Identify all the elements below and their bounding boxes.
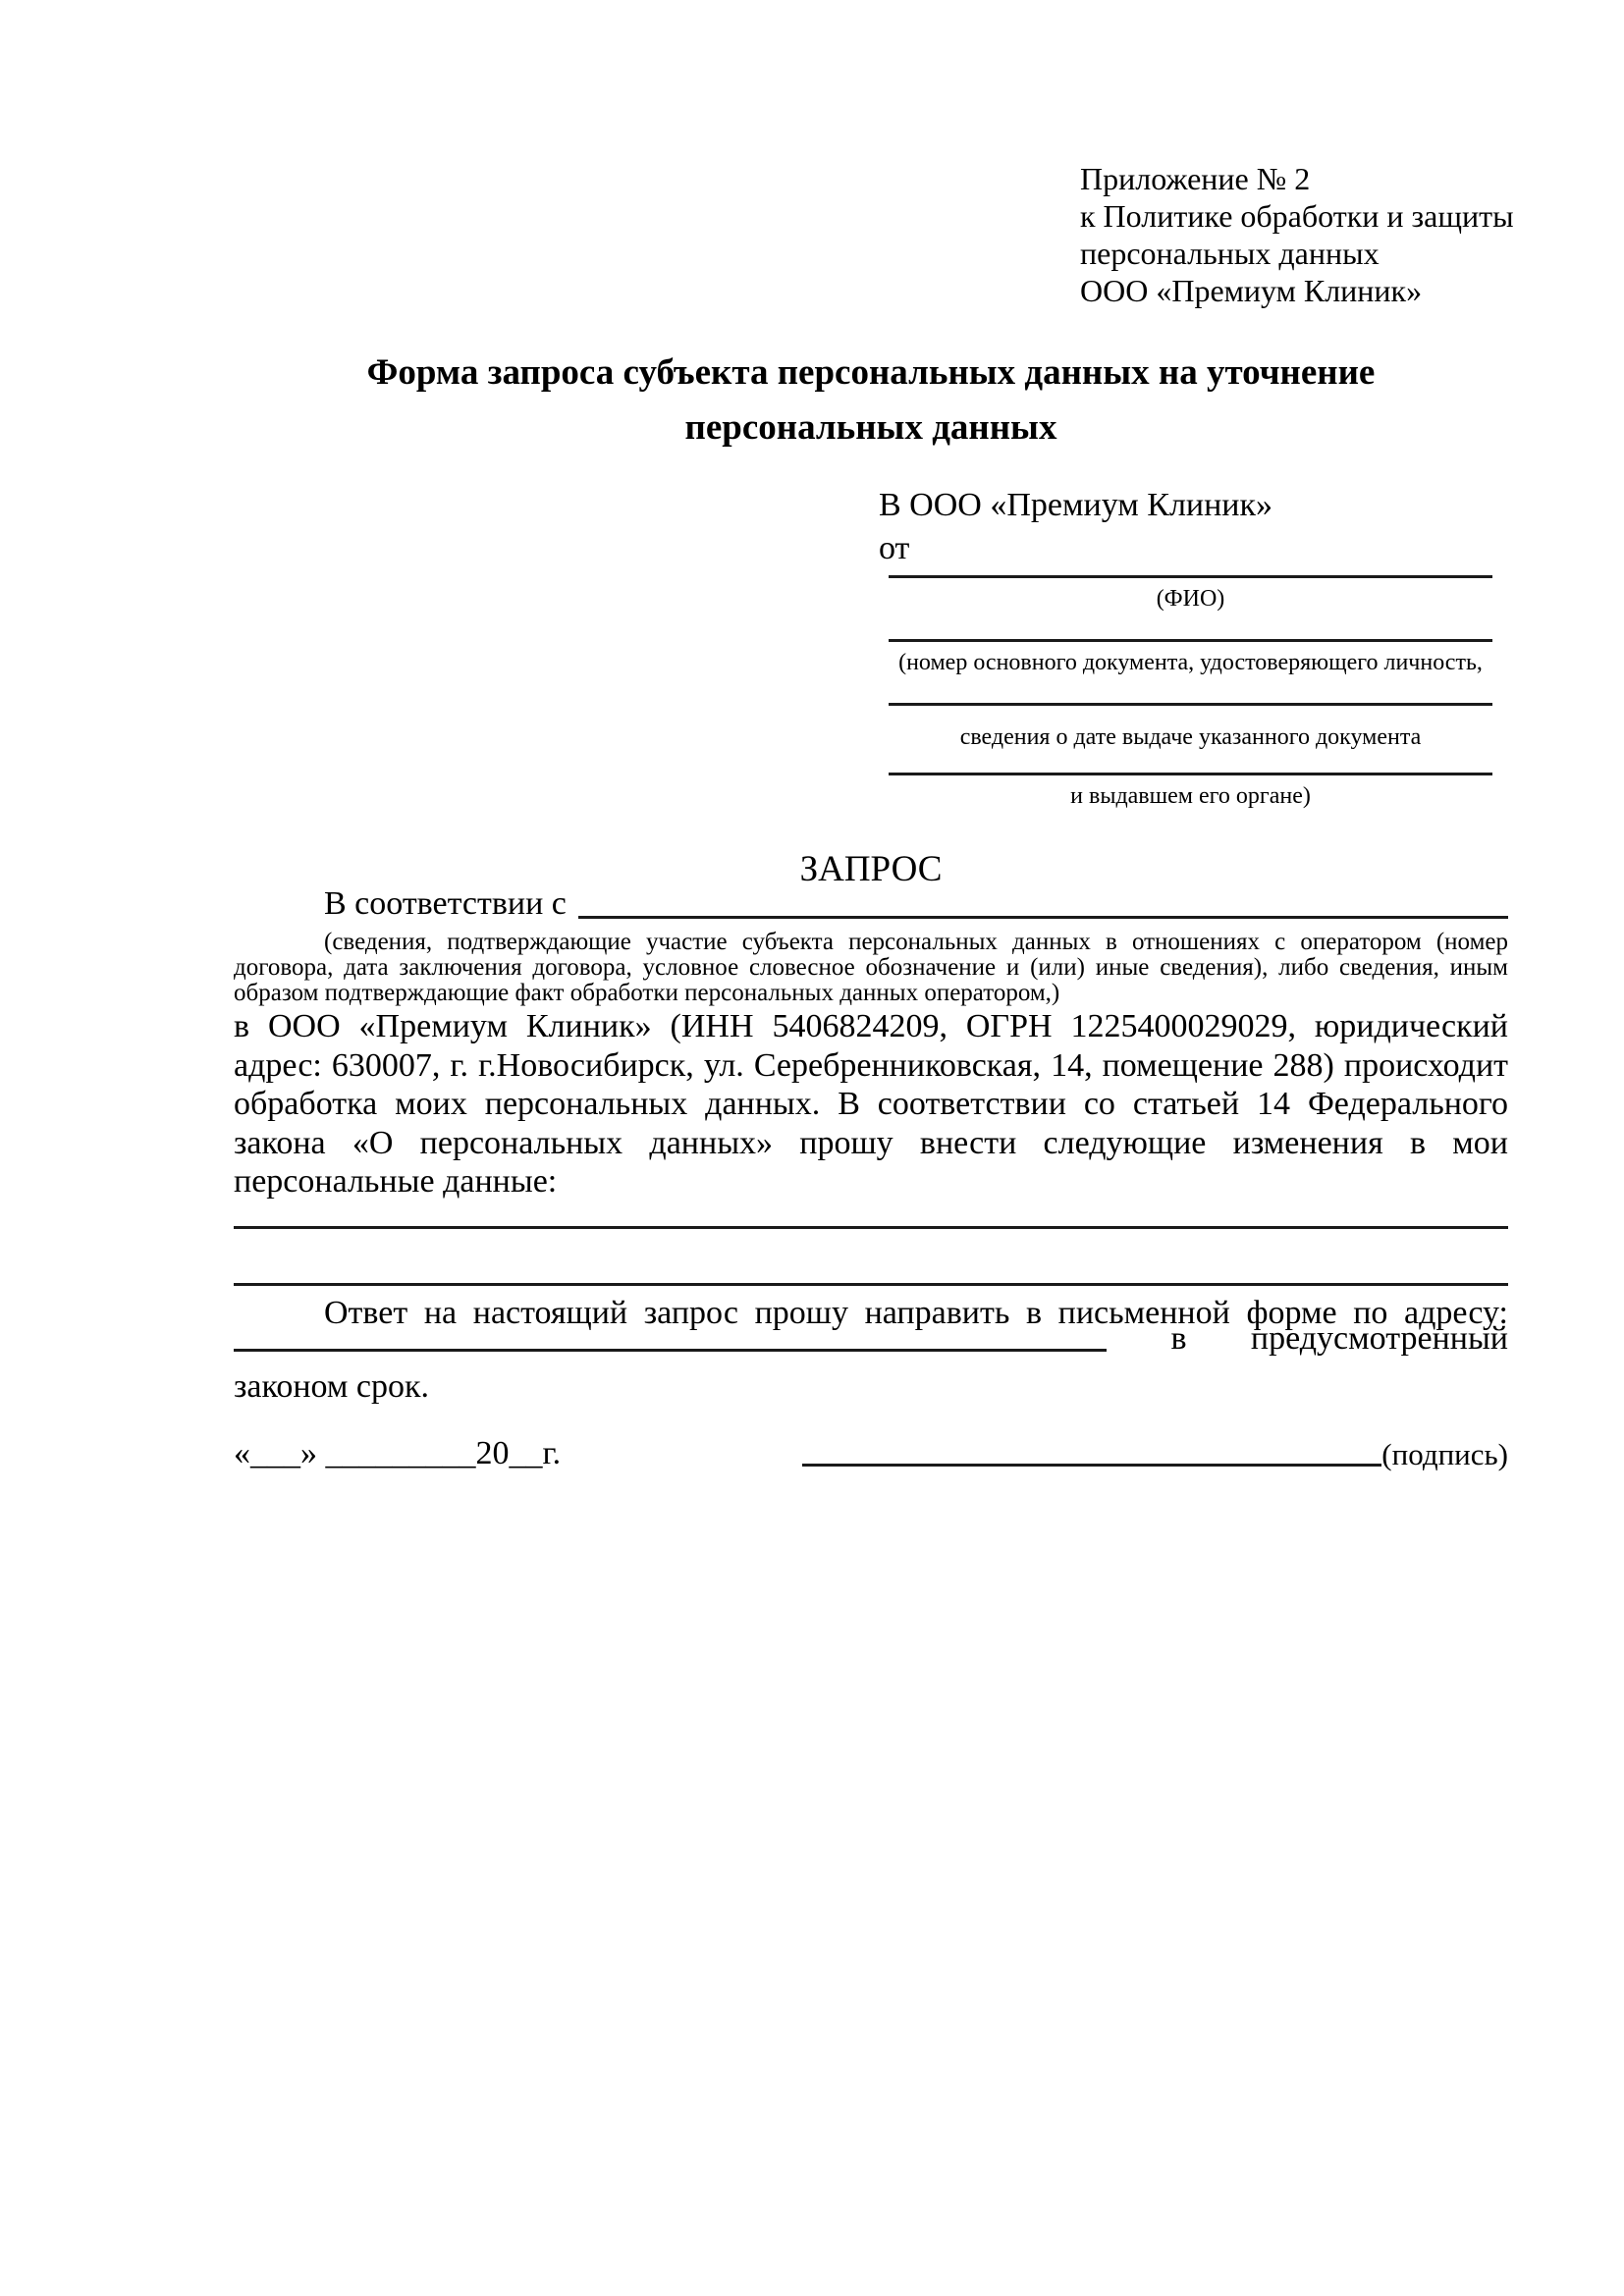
addressee-from-label: от <box>879 530 910 566</box>
reply-address-row <box>234 1320 1508 1358</box>
issue-date-blank-field[interactable] <box>889 703 1492 706</box>
addressee-block <box>879 487 1508 826</box>
legal-basis-row <box>234 884 1508 924</box>
reply-sentence-start: Ответ на настоящий запрос прошу направить в письменной форме по адресу: <box>324 1295 1508 1331</box>
reply-sentence-end: законом срок. <box>234 1368 429 1405</box>
signature-group <box>802 1437 1508 1472</box>
reply-word-term: предусмотренный <box>1250 1320 1508 1357</box>
appendix-header-line: ООО «Премиум Клиник» <box>1080 273 1423 308</box>
appendix-header <box>1080 160 1532 309</box>
document-number-caption: (номер основного документа, удостоверяющего личность, <box>898 650 1483 675</box>
fio-caption: (ФИО) <box>1156 586 1225 612</box>
legal-basis-footnote: (сведения, подтверждающие участие субъекта персональных данных в отношениях с оператором (номер договора, дата заключения договора, условное словесное обозначение и (или) иные сведения), либо сведения, иным образом подтверждающие факт обработки персональных данных оператором,) <box>234 929 1508 1006</box>
reply-address-blank-field[interactable] <box>234 1323 1107 1352</box>
issue-date-caption: сведения о дате выдаче указанного документа <box>959 724 1422 750</box>
appendix-header-line: Приложение № 2 <box>1080 161 1311 196</box>
request-heading: ЗАПРОС <box>799 849 943 889</box>
changes-blank-field-1[interactable] <box>234 1226 1508 1229</box>
signature-caption: (подпись) <box>1381 1437 1508 1471</box>
appendix-header-line: к Политике обработки и защиты <box>1080 198 1514 234</box>
request-body-paragraph: в ООО «Премиум Клиник» (ИНН 5406824209, ОГРН 1225400029029, юридический адрес: 630007, г. г.Новосибирск, ул. Серебренниковская, 14, помещение 288) происходит обработка моих персональных данных. В соответствии со статьей 14 Федерального закона «О персональных данных» прошу внести следующие изменения в мои персональные данные: <box>234 1008 1508 1200</box>
date-blank-line[interactable]: «___» _________20__г. <box>234 1435 562 1471</box>
legal-basis-prefix: В соответствии с <box>324 885 567 922</box>
addressee-organization: В ООО «Премиум Клиник» <box>879 487 1273 523</box>
date-signature-row <box>234 1435 1508 1472</box>
issuing-authority-caption: и выдавшем его органе) <box>1070 783 1311 809</box>
issuing-authority-blank-field[interactable] <box>889 773 1492 775</box>
fio-blank-field[interactable] <box>889 575 1492 578</box>
signature-blank-field[interactable] <box>802 1438 1381 1467</box>
appendix-header-line: персональных данных <box>1080 236 1380 271</box>
reply-word-in: в <box>1170 1320 1187 1357</box>
legal-basis-blank-field[interactable] <box>578 884 1508 919</box>
changes-blank-field-2[interactable] <box>234 1283 1508 1286</box>
document-title: Форма запроса субъекта персональных данных на уточнение персональных данных <box>366 352 1376 448</box>
document-number-blank-field[interactable] <box>889 639 1492 642</box>
